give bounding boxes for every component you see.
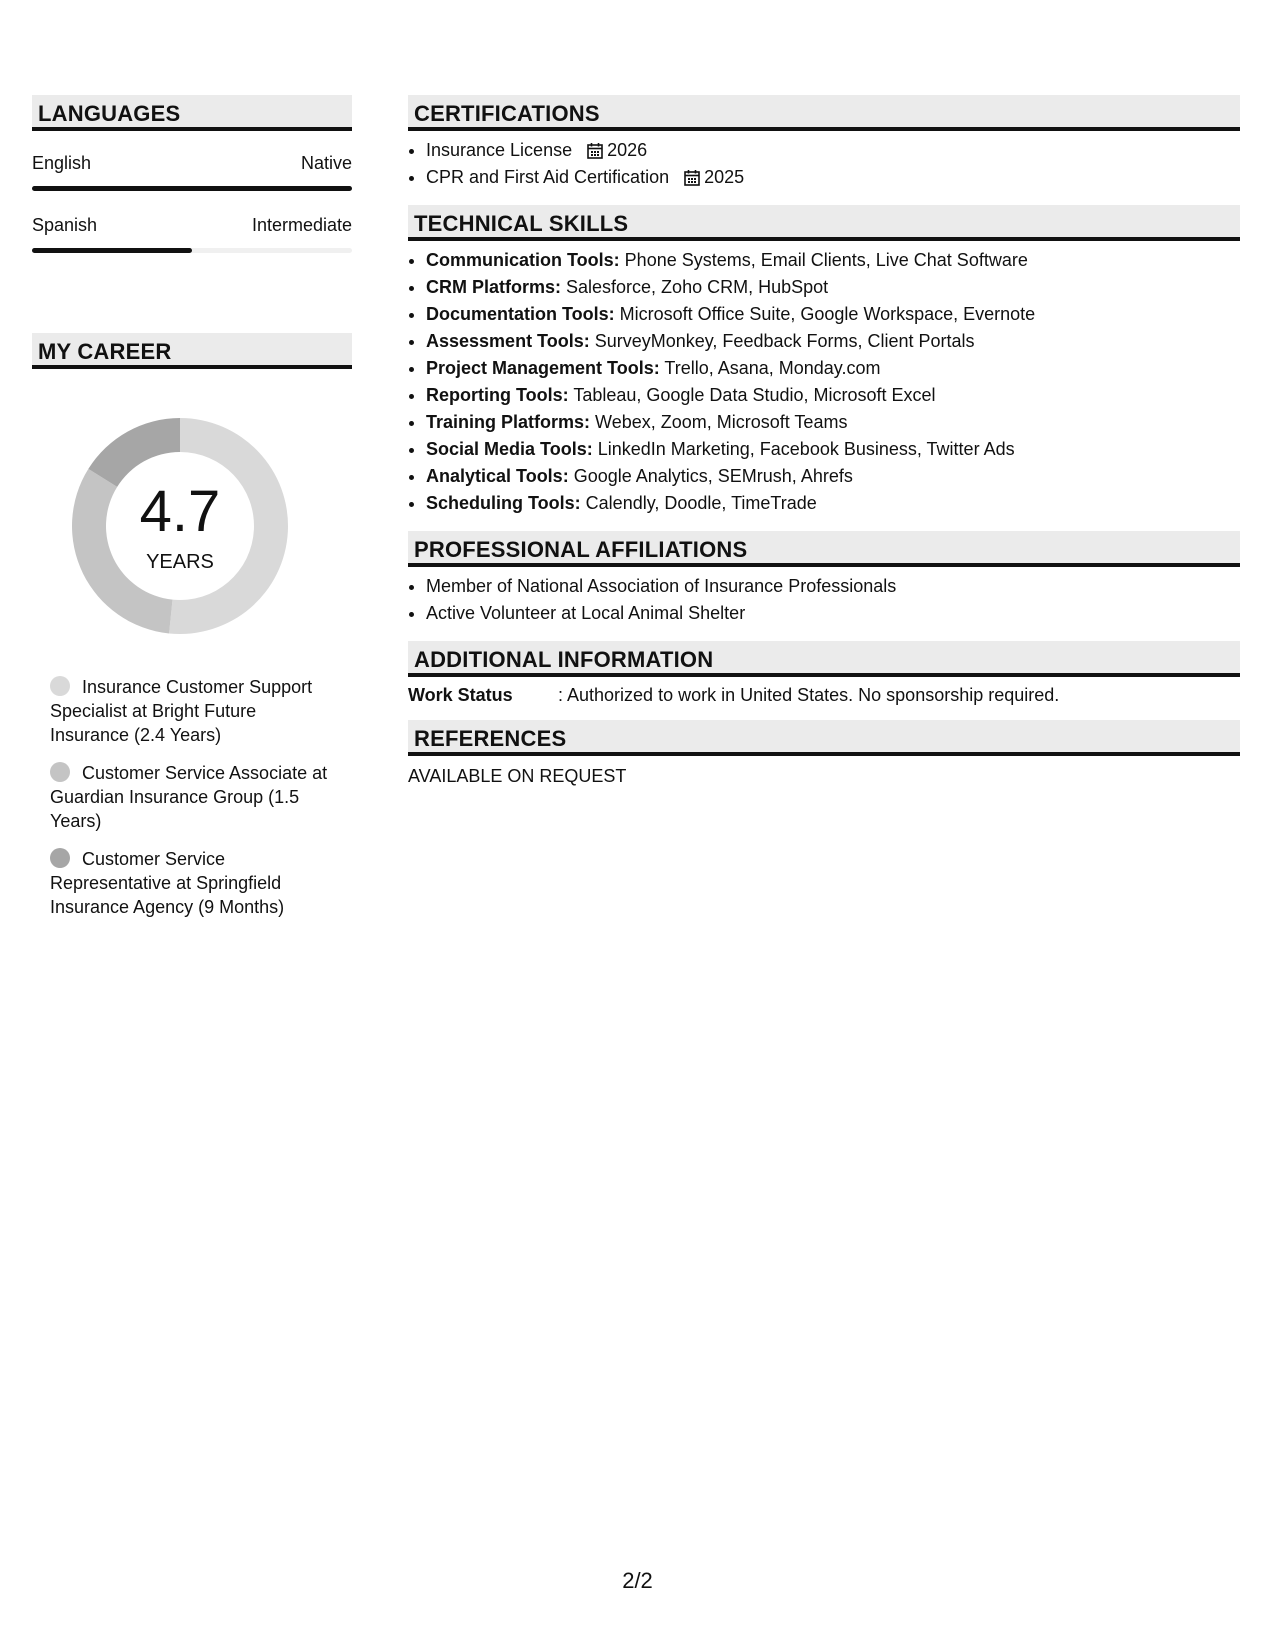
skill-label: Project Management Tools: [426, 358, 660, 378]
technical-skills-heading: TECHNICAL SKILLS [408, 205, 1240, 241]
language-name: Spanish [32, 215, 98, 235]
affiliations-section [408, 531, 1240, 627]
calendar-icon [587, 142, 603, 159]
career-legend [50, 675, 340, 919]
legend-dot-icon [50, 848, 70, 868]
language-bar-english [32, 186, 352, 191]
skill-value: Microsoft Office Suite, Google Workspace, Evernote [614, 304, 1036, 324]
certifications-list [408, 137, 1240, 191]
work-status-value: : Authorized to work in United States. No sponsorship required. [558, 685, 1060, 705]
language-level: Native [300, 153, 352, 173]
skill-value: Salesforce, Zoho CRM, HubSpot [561, 277, 829, 297]
right-column [408, 95, 1240, 787]
skill-label: Assessment Tools: [426, 331, 590, 351]
skill-item [426, 355, 1240, 382]
affiliation-item: • Member of National Association of Insurance Professionals [426, 573, 1240, 600]
language-row-english [32, 153, 352, 174]
certification-year: 2026 [607, 140, 648, 160]
certification-year: 2025 [704, 167, 745, 187]
career-legend-item [50, 675, 340, 747]
skill-label: CRM Platforms: [426, 277, 562, 297]
calendar-icon [684, 169, 700, 186]
career-role-label: Customer Service Associate at Guardian Insurance Group (1.5 Years) [50, 763, 328, 831]
skill-label: Reporting Tools: [426, 385, 569, 405]
skill-item [426, 436, 1240, 463]
career-role-label: Customer Service Representative at Springfield Insurance Agency (9 Months) [50, 849, 285, 917]
skill-value: Google Analytics, SEMrush, Ahrefs [568, 466, 853, 486]
skill-value: Calendly, Doodle, TimeTrade [580, 493, 817, 513]
references-heading: REFERENCES [408, 720, 1240, 756]
skill-value: Phone Systems, Email Clients, Live Chat Software [619, 250, 1028, 270]
language-bar-fill [32, 248, 192, 253]
language-row-spanish [32, 215, 352, 236]
skill-item [426, 301, 1240, 328]
languages-section [32, 95, 352, 253]
certification-item [426, 164, 1240, 191]
donut-center [65, 411, 295, 641]
skill-item [426, 328, 1240, 355]
skill-item [426, 463, 1240, 490]
language-name: English [32, 153, 92, 173]
skill-label: Analytical Tools: [426, 466, 569, 486]
affiliations-heading: PROFESSIONAL AFFILIATIONS [408, 531, 1240, 567]
skill-value: Tableau, Google Data Studio, Microsoft Excel [568, 385, 936, 405]
skill-label: Scheduling Tools: [426, 493, 581, 513]
affiliations-list [408, 573, 1240, 627]
career-total-value: 4.7 [139, 479, 221, 544]
skill-item [426, 247, 1240, 274]
career-legend-item [50, 761, 340, 833]
career-total-unit: YEARS [146, 551, 214, 573]
additional-info-section [408, 641, 1240, 706]
work-status-row [408, 685, 1240, 706]
career-heading: MY CAREER [32, 333, 352, 369]
career-section [32, 333, 352, 919]
language-level: Intermediate [251, 215, 352, 235]
skill-label: Training Platforms: [426, 412, 591, 432]
skill-label: Social Media Tools: [426, 439, 593, 459]
certifications-section [408, 95, 1240, 191]
skill-item [426, 490, 1240, 517]
references-section [408, 720, 1240, 787]
skill-item [426, 409, 1240, 436]
page-number: 2/2 [622, 1568, 653, 1593]
technical-skills-list [408, 247, 1240, 517]
affiliation-item: • Active Volunteer at Local Animal Shelter [426, 600, 1240, 627]
legend-dot-icon [50, 676, 70, 696]
skill-label: Communication Tools: [426, 250, 620, 270]
skill-value: Trello, Asana, Monday.com [659, 358, 881, 378]
career-donut-chart [65, 411, 295, 641]
skill-label: Documentation Tools: [426, 304, 615, 324]
certification-name: Insurance License [426, 140, 573, 160]
skill-item [426, 382, 1240, 409]
language-bar-fill [32, 186, 352, 191]
certification-name: CPR and First Aid Certification [426, 167, 670, 187]
skill-value: Webex, Zoom, Microsoft Teams [590, 412, 848, 432]
skill-item [426, 274, 1240, 301]
left-column [32, 95, 352, 933]
references-text: AVAILABLE ON REQUEST [408, 766, 627, 786]
career-legend-item [50, 847, 340, 919]
legend-dot-icon [50, 762, 70, 782]
certifications-heading: CERTIFICATIONS [408, 95, 1240, 131]
certification-item [426, 137, 1240, 164]
skill-value: LinkedIn Marketing, Facebook Business, Twitter Ads [592, 439, 1015, 459]
additional-info-heading: ADDITIONAL INFORMATION [408, 641, 1240, 677]
technical-skills-section [408, 205, 1240, 517]
languages-heading: LANGUAGES [32, 95, 352, 131]
work-status-label: Work Status [408, 685, 513, 705]
skill-value: SurveyMonkey, Feedback Forms, Client Portals [589, 331, 975, 351]
career-role-label: Insurance Customer Support Specialist at Bright Future Insurance (2.4 Years) [50, 677, 313, 745]
language-bar-spanish [32, 248, 352, 253]
